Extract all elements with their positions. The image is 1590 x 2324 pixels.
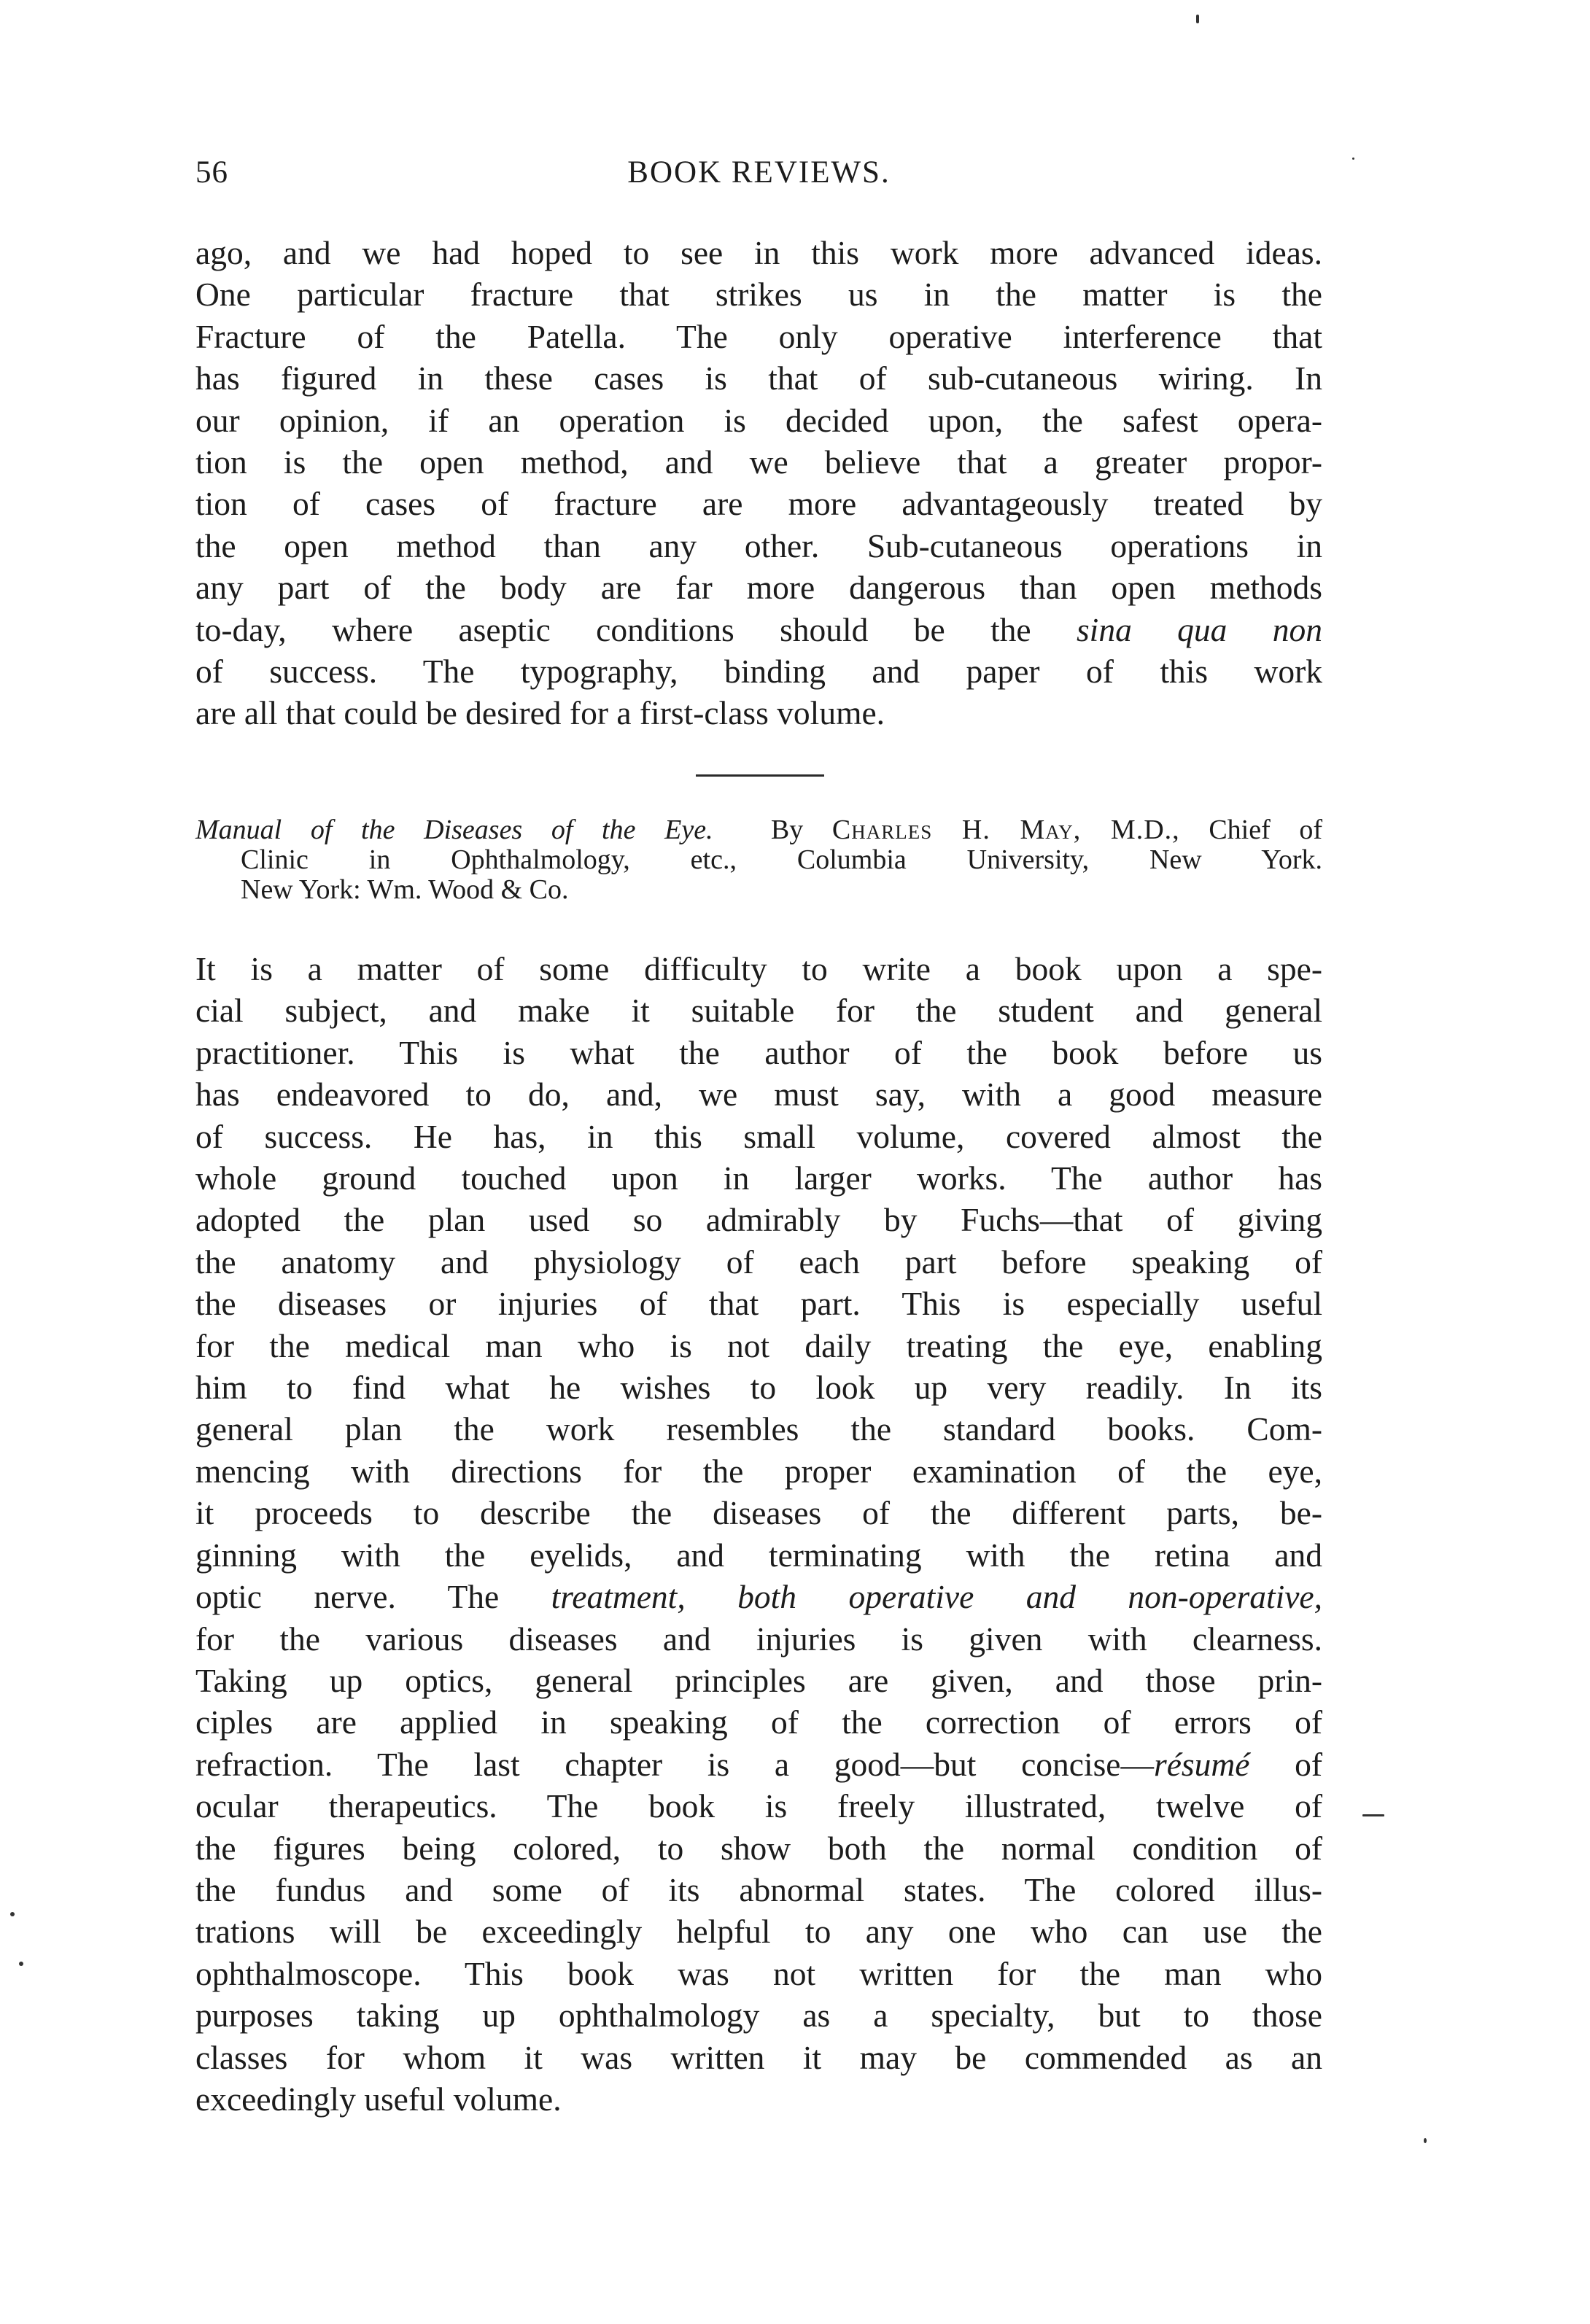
citation-line: New York: Wm. Wood & Co. <box>241 874 569 905</box>
book-title: Manual of the Diseases of the Eye. <box>195 815 713 845</box>
review-body-paragraph <box>195 948 1322 2120</box>
page-header <box>195 155 1322 198</box>
text-line: it proceeds to describe the diseases of the different parts, be- <box>195 1494 1322 1532</box>
text-line: of success. The typography, binding and paper of this work <box>195 653 1322 691</box>
text-fragment: refraction. The last chapter is a good—but concise— <box>195 1745 1154 1783</box>
page-number: 56 <box>195 155 228 190</box>
text-fragment: optic nerve. The <box>195 1578 500 1616</box>
running-title: BOOK REVIEWS. <box>627 155 891 190</box>
text-line: are all that could be desired for a first-class volume. <box>195 694 885 732</box>
text-line: for the medical man who is not daily treating the eye, enabling <box>195 1326 1322 1364</box>
text-line: practitioner. This is what the author of the book before us <box>195 1033 1322 1071</box>
text-line: him to find what he wishes to look up very readily. In its <box>195 1369 1322 1407</box>
text-line <box>195 609 1322 650</box>
text-fragment: of <box>1295 1745 1322 1783</box>
text-line: for the various diseases and injuries is given with clearness. <box>195 1620 1322 1657</box>
book-citation <box>195 815 1322 905</box>
text-fragment: to-day, where aseptic conditions should be the <box>195 610 1031 648</box>
citation-line <box>195 815 1322 845</box>
text-line: adopted the plan used so admirably by Fuchs—that of giving <box>195 1201 1322 1239</box>
text-line: of success. He has, in this small volume, covered almost the <box>195 1117 1322 1155</box>
citation-by: By <box>770 815 804 845</box>
text-line: any part of the body are far more dangerous than open methods <box>195 569 1322 607</box>
text-line: exceedingly useful volume. <box>195 2080 562 2118</box>
text-line: tion of cases of fracture are more advantageously treated by <box>195 485 1322 523</box>
text-line: has figured in these cases is that of sub-cutaneous wiring. In <box>195 360 1322 397</box>
text-line: It is a matter of some difficulty to write a book upon a spe- <box>195 950 1322 987</box>
scan-speck <box>10 1912 15 1916</box>
text-line: ginning with the eyelids, and terminating with the retina and <box>195 1536 1322 1574</box>
italic-word: résumé <box>1154 1745 1250 1783</box>
text-line: One particular fracture that strikes us in the matter is the <box>195 276 1322 314</box>
text-line: purposes taking up ophthalmology as a specialty, but to those <box>195 1997 1322 2035</box>
review-continuation-paragraph <box>195 232 1322 734</box>
text-line: trations will be exceedingly helpful to any one who can use the <box>195 1913 1322 1951</box>
text-line: mencing with directions for the proper examination of the eye, <box>195 1452 1322 1490</box>
text-line: our opinion, if an operation is decided upon, the safest opera- <box>195 401 1322 439</box>
text-line: ciples are applied in speaking of the correction of errors of <box>195 1703 1322 1741</box>
citation-text: Chief of <box>1209 815 1323 845</box>
text-line: the fundus and some of its abnormal states. The colored illus- <box>195 1870 1322 1908</box>
text-line: the anatomy and physiology of each part before speaking of <box>195 1243 1322 1280</box>
scan-speck <box>19 1962 23 1966</box>
text-line: the figures being colored, to show both the normal condition of <box>195 1829 1322 1867</box>
citation-line: Clinic in Ophthalmology, etc., Columbia University, New York. <box>241 844 1322 875</box>
text-line: Taking up optics, general principles are given, and those prin- <box>195 1661 1322 1699</box>
section-divider <box>696 774 824 777</box>
text-line: has endeavored to do, and, we must say, with a good measure <box>195 1076 1322 1114</box>
scan-speck <box>1424 2138 1427 2143</box>
text-line: the open method than any other. Sub-cutaneous operations in <box>195 526 1322 564</box>
scan-speck <box>1352 158 1354 160</box>
text-line: ago, and we had hoped to see in this work more advanced ideas. <box>195 234 1322 271</box>
text-line: classes for whom it was written it may be commended as an <box>195 2038 1322 2076</box>
italic-phrase: treatment, both operative and non-operative, <box>551 1578 1322 1616</box>
text-line: ocular therapeutics. The book is freely illustrated, twelve of <box>195 1787 1322 1825</box>
text-line: tion is the open method, and we believe that a greater propor- <box>195 443 1322 481</box>
text-line: Fracture of the Patella. The only operative interference that <box>195 317 1322 355</box>
text-line: whole ground touched upon in larger works. The author has <box>195 1159 1322 1197</box>
text-line: ophthalmoscope. This book was not written for the man who <box>195 1954 1322 1992</box>
scan-speck <box>1196 15 1199 23</box>
text-line <box>195 1744 1322 1785</box>
text-line: general plan the work resembles the standard books. Com- <box>195 1410 1322 1448</box>
author-name: Charles H. May, M.D., <box>831 815 1180 845</box>
text-line <box>195 1576 1322 1617</box>
text-line: cial subject, and make it suitable for the student and general <box>195 992 1322 1030</box>
scan-speck <box>1362 1814 1384 1816</box>
latin-phrase: sina qua non <box>1076 610 1322 648</box>
text-line: the diseases or injuries of that part. This is especially useful <box>195 1285 1322 1323</box>
